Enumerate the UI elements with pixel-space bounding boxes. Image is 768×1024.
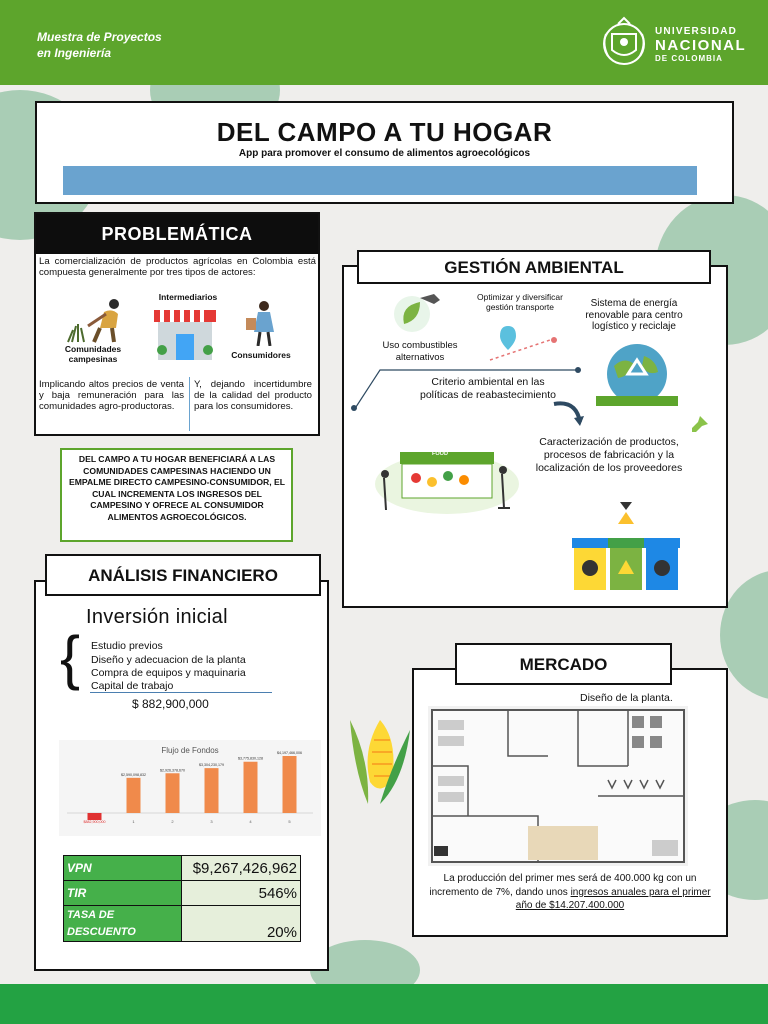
chart-bar bbox=[127, 778, 141, 813]
benefit-box bbox=[60, 448, 293, 542]
mercado-text-underlined: ingresos anuales para el primer año de $14.207.400.000 bbox=[515, 886, 711, 911]
benefit-text: DEL CAMPO A TU HOGAR BENEFICIARÁ A LAS COMUNIDADES CAMPESINAS HACIENDO UN EMPALME DIRECTO CAMPESINO-CONSUMIDOR, EL CUAL INCREMENTA LOS INGRESOS DEL CAMPESINO Y OFRECE AL CONSUMIDOR ALIMENTOS AGROECOLÓGICOS. bbox=[69, 454, 285, 522]
financial-indicators-table bbox=[63, 855, 301, 942]
indicator-value: 20% bbox=[182, 906, 301, 942]
chart-data-label: $2,590,098,832 bbox=[121, 772, 146, 777]
table-row bbox=[64, 881, 301, 906]
logo-line3: DE COLOMBIA bbox=[655, 54, 723, 63]
chart-title: Flujo de Fondos bbox=[161, 746, 219, 755]
actor-label-campesinos: Comunidades campesinas bbox=[64, 344, 122, 364]
chart-tick-label: 3 bbox=[210, 819, 213, 824]
mercado-text bbox=[420, 872, 720, 913]
logo-line1: UNIVERSIDAD bbox=[655, 26, 738, 37]
consumer-icon bbox=[244, 300, 280, 346]
problematica-col-right: Y, dejando incertidumbre de la calidad del producto para los consumidores. bbox=[194, 379, 312, 412]
chart-bar bbox=[88, 813, 102, 820]
recycling-globe-icon bbox=[594, 336, 680, 410]
corn-icon bbox=[340, 700, 420, 808]
inversion-title: Inversión inicial bbox=[86, 606, 228, 628]
financiero-heading: ANÁLISIS FINANCIERO bbox=[45, 554, 321, 596]
chart-tick-label: 5 bbox=[288, 819, 291, 824]
problematica-heading: PROBLEMÁTICA bbox=[36, 214, 318, 254]
problematica-section bbox=[34, 212, 320, 436]
page-subtitle: App para promover el consumo de alimentos agroecológicos bbox=[238, 148, 531, 159]
chart-data-label: $882,900,000 bbox=[83, 820, 106, 824]
organic-sign: ORGANIC FOOD bbox=[427, 445, 453, 457]
caracterizacion-text: Caracterización de productos, procesos de fabricación y la localización de los proveedores bbox=[535, 436, 683, 474]
biofuel-icon bbox=[390, 290, 446, 336]
problematica-intro: La comercialización de productos agrícolas en Colombia está compuesta generalmente por tres tipos de actores: bbox=[39, 256, 316, 278]
page-title: DEL CAMPO A TU HOGAR bbox=[216, 117, 553, 147]
combustibles-text: Uso combustibles alternativos bbox=[382, 340, 458, 363]
chart-bar bbox=[283, 756, 297, 813]
criterio-text: Criterio ambiental en las políticas de reabastecimiento bbox=[420, 376, 556, 401]
table-row bbox=[64, 906, 301, 942]
chart-data-label: $3,775,830,128 bbox=[238, 756, 263, 761]
mercado-text-plain: La producción del primer mes será de 400.000 kg con un incremento de 7%, dando unos bbox=[429, 873, 697, 898]
inversion-total: $ 882,900,000 bbox=[132, 697, 209, 711]
indicator-label: TIR bbox=[64, 881, 182, 906]
plan-label: Diseño de la planta. bbox=[580, 692, 673, 704]
farmer-icon bbox=[64, 298, 124, 344]
indicator-value: $9,267,426,962 bbox=[182, 856, 301, 881]
chart-data-label: $2,926,378,670 bbox=[160, 768, 185, 773]
university-seal-icon bbox=[598, 14, 650, 70]
chart-bar bbox=[205, 768, 219, 813]
footer-bar bbox=[0, 984, 768, 1024]
chart-bar bbox=[244, 762, 258, 813]
title-color-bar bbox=[63, 166, 697, 195]
university-logo bbox=[655, 26, 746, 63]
curved-arrow-icon bbox=[550, 398, 586, 428]
indicator-label: TASA DE DESCUENTO bbox=[64, 906, 182, 942]
plant-floor-plan bbox=[428, 706, 688, 866]
inversion-item: Capital de trabajo bbox=[91, 680, 174, 692]
inversion-item: Diseño y adecuacion de la planta bbox=[91, 654, 246, 666]
store-icon bbox=[152, 304, 218, 362]
problematica-col-left: Implicando altos precios de venta y baja remuneración para las comunidades agro-productoras. bbox=[39, 379, 184, 412]
route-pin-icon bbox=[480, 326, 570, 366]
table-row bbox=[64, 856, 301, 881]
mercado-heading: MERCADO bbox=[455, 643, 672, 685]
title-box bbox=[35, 101, 734, 204]
transporte-text: Optimizar y diversificar gestión transporte bbox=[477, 292, 563, 312]
event-label bbox=[37, 29, 162, 61]
actor-label-intermediarios: Intermediarios bbox=[158, 292, 218, 302]
logo-line2: NACIONAL bbox=[655, 37, 747, 54]
chart-bar bbox=[166, 773, 180, 813]
indicator-value: 546% bbox=[182, 881, 301, 906]
brace-icon: { bbox=[60, 624, 81, 691]
event-label-line2: en Ingeniería bbox=[37, 46, 112, 60]
flujo-fondos-chart bbox=[59, 740, 321, 836]
column-divider bbox=[189, 377, 190, 431]
header-bar bbox=[0, 0, 768, 85]
energia-text: Sistema de energía renovable para centro logístico y reciclaje bbox=[585, 298, 683, 332]
inversion-item: Estudio previos bbox=[91, 640, 163, 652]
chart-tick-label: 2 bbox=[171, 819, 174, 824]
inversion-item: Compra de equipos y maquinaria bbox=[91, 667, 246, 679]
recycling-bins-icon bbox=[570, 498, 682, 594]
inversion-underline bbox=[90, 692, 272, 693]
chart-data-label: $3,304,230,179 bbox=[199, 763, 224, 768]
chart-tick-label: 1 bbox=[132, 819, 135, 824]
pushpin-icon bbox=[688, 414, 710, 436]
chart-tick-label: 4 bbox=[249, 819, 252, 824]
gestion-heading: GESTIÓN AMBIENTAL bbox=[357, 250, 711, 284]
indicator-label: VPN bbox=[64, 856, 182, 881]
event-label-line1: Muestra de Proyectos bbox=[37, 30, 162, 44]
actor-label-consumidores: Consumidores bbox=[231, 350, 291, 360]
chart-data-label: $4,197,466,006 bbox=[277, 751, 302, 755]
